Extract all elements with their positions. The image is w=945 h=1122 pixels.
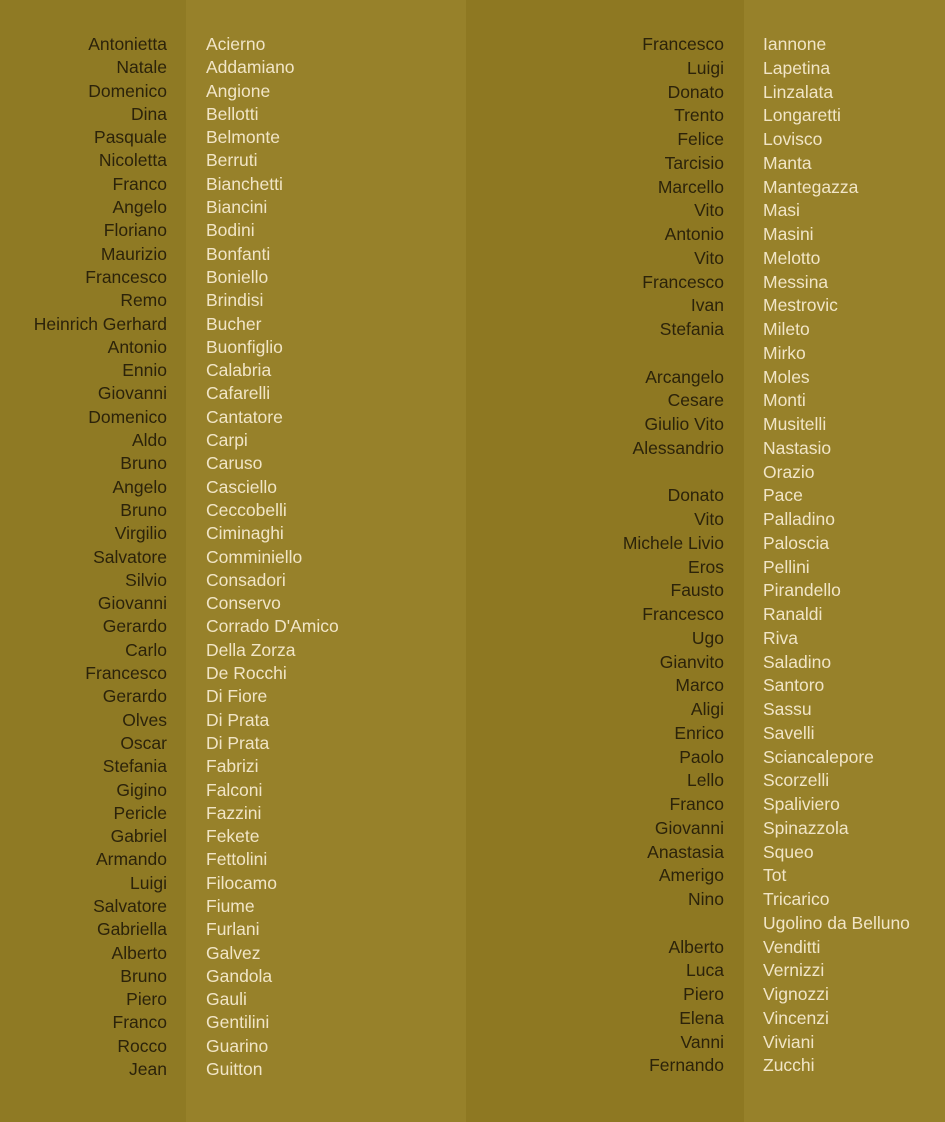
name-row [466, 199, 945, 223]
last-name: Gauli [206, 989, 247, 1010]
first-name: Marco [675, 675, 724, 696]
last-name: Iannone [763, 34, 827, 54]
last-name: Spaliviero [763, 794, 840, 814]
last-name: Tricarico [763, 889, 830, 909]
name-row [0, 825, 470, 848]
name-row [0, 266, 470, 289]
first-name: Silvio [125, 569, 167, 590]
last-name: Acierno [206, 34, 266, 54]
last-name: Di Prata [206, 732, 270, 753]
last-name: Bodini [206, 220, 255, 241]
first-name: Stefania [659, 319, 724, 339]
name-row [466, 1054, 945, 1078]
first-name: Salvatore [93, 546, 167, 567]
name-row [466, 437, 945, 461]
last-name: Cafarelli [206, 383, 271, 404]
name-row [466, 33, 945, 57]
first-name: Angelo [112, 197, 167, 218]
first-name: Nicoletta [98, 150, 167, 171]
name-row [0, 33, 470, 56]
last-name: Saladino [763, 651, 832, 672]
last-name: Zucchi [763, 1055, 815, 1076]
last-name: Ranaldi [763, 604, 823, 624]
first-name: Alberto [111, 942, 167, 963]
right-name-column [466, 33, 945, 1078]
name-row [0, 522, 470, 545]
name-row [0, 219, 470, 242]
last-name: Monti [763, 390, 806, 411]
last-name: Furlani [206, 919, 260, 940]
name-row [466, 1031, 945, 1055]
first-name: Pericle [113, 802, 167, 823]
last-name: Manta [763, 152, 812, 173]
first-name: Francesco [642, 604, 724, 624]
last-name: De Rocchi [206, 663, 287, 684]
name-row [0, 429, 470, 452]
first-name: Gerardo [102, 686, 167, 707]
last-name: Cantatore [206, 406, 283, 427]
name-row [466, 128, 945, 152]
first-name: Michele Livio [622, 532, 724, 553]
last-name: Mantegazza [763, 176, 859, 197]
name-row [466, 746, 945, 770]
name-row [0, 243, 470, 266]
first-name: Felice [677, 129, 724, 149]
last-name: Lovisco [763, 129, 823, 149]
first-name: Luigi [687, 57, 724, 78]
first-name: Amerigo [658, 865, 724, 886]
last-name: Comminiello [206, 546, 303, 567]
first-name: Jean [129, 1059, 167, 1080]
first-name: Giovanni [97, 593, 167, 614]
name-row [466, 271, 945, 295]
first-name: Vito [694, 247, 724, 268]
last-name: Masini [763, 224, 814, 244]
first-name: Antonio [107, 336, 167, 357]
name-row [0, 569, 470, 592]
name-row [0, 965, 470, 988]
last-name: Pace [763, 485, 803, 506]
last-name: Paloscia [763, 532, 830, 553]
last-name: Ugolino da Belluno [763, 912, 910, 933]
name-row [0, 382, 470, 405]
name-row [0, 289, 470, 312]
first-name: Donato [667, 81, 724, 102]
first-name: Ivan [690, 295, 724, 316]
last-name: Vignozzi [763, 984, 829, 1004]
name-row [0, 872, 470, 895]
name-row [0, 452, 470, 475]
first-name: Franco [669, 794, 724, 814]
first-name: Salvatore [93, 895, 167, 916]
first-name: Vito [694, 509, 724, 529]
last-name: Fiume [206, 895, 255, 916]
name-row [0, 359, 470, 382]
name-row [0, 406, 470, 429]
name-row [0, 336, 470, 359]
last-name: Di Fiore [206, 686, 268, 707]
first-name: Domenico [88, 406, 167, 427]
name-row [466, 57, 945, 81]
first-name: Luigi [130, 872, 167, 893]
last-name: Melotto [763, 247, 821, 268]
name-row [0, 615, 470, 638]
name-row [466, 983, 945, 1007]
first-name: Giulio Vito [644, 414, 724, 434]
name-row [0, 313, 470, 336]
last-name: Scorzelli [763, 770, 830, 791]
name-row [466, 579, 945, 603]
last-name: Falconi [206, 779, 263, 800]
name-row [0, 918, 470, 941]
last-name: Gandola [206, 965, 273, 986]
name-row [0, 1011, 470, 1034]
name-row [466, 817, 945, 841]
name-row [466, 912, 945, 936]
name-row [466, 769, 945, 793]
first-name: Domenico [88, 80, 167, 101]
name-row [0, 662, 470, 685]
name-row [466, 223, 945, 247]
name-row [0, 709, 470, 732]
first-name: Marcello [657, 176, 724, 197]
last-name: Linzalata [763, 81, 834, 102]
last-name: Spinazzola [763, 817, 849, 838]
last-name: Mileto [763, 319, 810, 339]
first-name: Ugo [691, 627, 724, 648]
first-name: Alberto [668, 936, 724, 957]
first-name: Fausto [670, 580, 724, 601]
first-name: Heinrich Gerhard [33, 313, 167, 334]
first-name: Tarcisio [664, 152, 724, 173]
name-row [0, 639, 470, 662]
name-row [0, 848, 470, 871]
name-row [466, 1007, 945, 1031]
first-name: Giovanni [97, 383, 167, 404]
last-name: Berruti [206, 150, 258, 171]
first-name: Francesco [85, 663, 167, 684]
first-name: Francesco [642, 34, 724, 54]
name-row [466, 508, 945, 532]
first-name: Oscar [120, 732, 167, 753]
last-name: Masi [763, 200, 800, 221]
last-name: Bonfanti [206, 243, 271, 264]
first-name: Bruno [120, 453, 167, 474]
name-row [466, 674, 945, 698]
name-row [466, 959, 945, 983]
name-row [0, 592, 470, 615]
name-row [466, 294, 945, 318]
first-name: Giovanni [654, 817, 724, 838]
name-row [466, 698, 945, 722]
name-row [466, 247, 945, 271]
name-row [0, 942, 470, 965]
last-name: Santoro [763, 675, 825, 696]
first-name: Armando [95, 849, 167, 870]
first-name: Eros [688, 556, 724, 577]
last-name: Bellotti [206, 103, 259, 124]
last-name: Ciminaghi [206, 523, 284, 544]
name-row [0, 173, 470, 196]
last-name: Orazio [763, 461, 815, 482]
last-name: Tot [763, 865, 787, 886]
first-name: Arcangelo [645, 366, 724, 387]
first-name: Maurizio [100, 243, 167, 264]
last-name: Brindisi [206, 290, 264, 311]
first-name: Vanni [680, 1031, 724, 1052]
last-name: Vernizzi [763, 960, 825, 981]
name-row [466, 793, 945, 817]
first-name: Remo [120, 290, 167, 311]
last-name: Fekete [206, 826, 260, 847]
name-row [466, 461, 945, 485]
first-name: Aligi [690, 699, 724, 719]
last-name: Casciello [206, 476, 277, 497]
first-name: Pasquale [94, 127, 167, 148]
first-name: Stefania [102, 756, 167, 777]
first-name: Gabriel [110, 826, 167, 847]
first-name: Gigino [116, 779, 167, 800]
name-row [466, 556, 945, 580]
first-name: Cesare [667, 390, 724, 411]
last-name: Guitton [206, 1059, 263, 1080]
last-name: Venditti [763, 936, 821, 957]
first-name: Antonio [664, 224, 724, 244]
first-name: Alessandrio [632, 437, 724, 458]
name-row [466, 651, 945, 675]
name-row [466, 152, 945, 176]
name-row [466, 936, 945, 960]
last-name: Galvez [206, 942, 261, 963]
name-row [0, 56, 470, 79]
first-name: Vito [694, 200, 724, 221]
name-row [0, 1058, 470, 1081]
last-name: Conservo [206, 593, 281, 614]
last-name: Di Prata [206, 709, 270, 730]
first-name: Piero [683, 984, 724, 1004]
name-row [466, 888, 945, 912]
first-name: Aldo [131, 430, 167, 451]
last-name: Calabria [206, 360, 272, 381]
first-name: Fernando [649, 1055, 724, 1076]
last-name: Mirko [763, 342, 806, 363]
last-name: Bianchetti [206, 173, 283, 194]
last-name: Riva [763, 627, 799, 648]
first-name: Donato [667, 485, 724, 506]
name-row [466, 81, 945, 105]
last-name: Biancini [206, 197, 268, 218]
name-row [0, 802, 470, 825]
last-name: Angione [206, 80, 271, 101]
last-name: Guarino [206, 1035, 269, 1056]
name-row [0, 779, 470, 802]
name-row [0, 126, 470, 149]
last-name: Caruso [206, 453, 263, 474]
last-name: Buonfiglio [206, 336, 283, 357]
first-name: Gabriella [96, 919, 167, 940]
first-name: Franco [112, 173, 167, 194]
first-name: Virgilio [114, 523, 167, 544]
first-name: Lello [687, 770, 724, 791]
last-name: Fabrizi [206, 756, 259, 777]
first-name: Antonietta [88, 34, 167, 54]
first-name: Francesco [85, 266, 167, 287]
first-name: Gianvito [659, 651, 724, 672]
last-name: Carpi [206, 430, 248, 451]
last-name: Della Zorza [206, 639, 296, 660]
last-name: Vincenzi [763, 1007, 829, 1028]
first-name: Angelo [112, 476, 167, 497]
last-name: Longaretti [763, 105, 841, 126]
name-row [466, 366, 945, 390]
name-row [466, 627, 945, 651]
last-name: Nastasio [763, 437, 832, 458]
first-name: Paolo [679, 746, 724, 767]
last-name: Moles [763, 366, 810, 387]
name-row [0, 196, 470, 219]
name-row [466, 104, 945, 128]
name-row [0, 476, 470, 499]
last-name: Fettolini [206, 849, 268, 870]
first-name: Bruno [120, 965, 167, 986]
first-name: Olves [122, 709, 167, 730]
last-name: Squeo [763, 841, 814, 862]
first-name: Francesco [642, 271, 724, 292]
name-row [466, 864, 945, 888]
first-name: Piero [126, 989, 167, 1010]
name-row [466, 318, 945, 342]
first-name: Dina [131, 103, 167, 124]
last-name: Mestrovic [763, 295, 838, 316]
name-row [466, 484, 945, 508]
last-name: Palladino [763, 509, 835, 529]
first-name: Gerardo [102, 616, 167, 637]
last-name: Boniello [206, 266, 269, 287]
last-name: Filocamo [206, 872, 277, 893]
last-name: Viviani [763, 1031, 815, 1052]
name-row [0, 1035, 470, 1058]
first-name: Elena [679, 1007, 724, 1028]
first-name: Natale [116, 57, 167, 78]
first-name: Trento [674, 105, 724, 126]
last-name: Fazzini [206, 802, 262, 823]
name-row [466, 413, 945, 437]
last-name: Sciancalepore [763, 746, 874, 767]
last-name: Corrado D'Amico [206, 616, 339, 637]
first-name: Carlo [125, 639, 167, 660]
first-name: Franco [112, 1012, 167, 1033]
last-name: Lapetina [763, 57, 831, 78]
last-name: Sassu [763, 699, 812, 719]
name-row [0, 895, 470, 918]
name-row [0, 499, 470, 522]
last-name: Consadori [206, 569, 286, 590]
name-row [0, 988, 470, 1011]
first-name: Ennio [122, 360, 167, 381]
name-row [0, 149, 470, 172]
name-row [0, 755, 470, 778]
last-name: Savelli [763, 722, 815, 743]
name-row [466, 532, 945, 556]
name-row [466, 722, 945, 746]
name-row [0, 546, 470, 569]
first-name: Enrico [674, 722, 724, 743]
first-name: Luca [686, 960, 724, 981]
last-name: Gentilini [206, 1012, 270, 1033]
name-row [0, 685, 470, 708]
first-name: Floriano [103, 220, 167, 241]
name-row [0, 732, 470, 755]
last-name: Pirandello [763, 580, 841, 601]
last-name: Ceccobelli [206, 499, 287, 520]
name-row [466, 176, 945, 200]
name-row [466, 603, 945, 627]
last-name: Belmonte [206, 127, 280, 148]
first-name: Nino [688, 889, 724, 909]
left-name-column [0, 33, 470, 1081]
last-name: Bucher [206, 313, 262, 334]
name-row [0, 103, 470, 126]
name-row [466, 389, 945, 413]
last-name: Messina [763, 271, 829, 292]
last-name: Musitelli [763, 414, 827, 434]
name-row [466, 841, 945, 865]
last-name: Pellini [763, 556, 810, 577]
name-row [466, 342, 945, 366]
first-name: Bruno [120, 499, 167, 520]
first-name: Rocco [117, 1035, 167, 1056]
last-name: Addamiano [206, 57, 295, 78]
first-name: Anastasia [647, 841, 724, 862]
name-row [0, 80, 470, 103]
